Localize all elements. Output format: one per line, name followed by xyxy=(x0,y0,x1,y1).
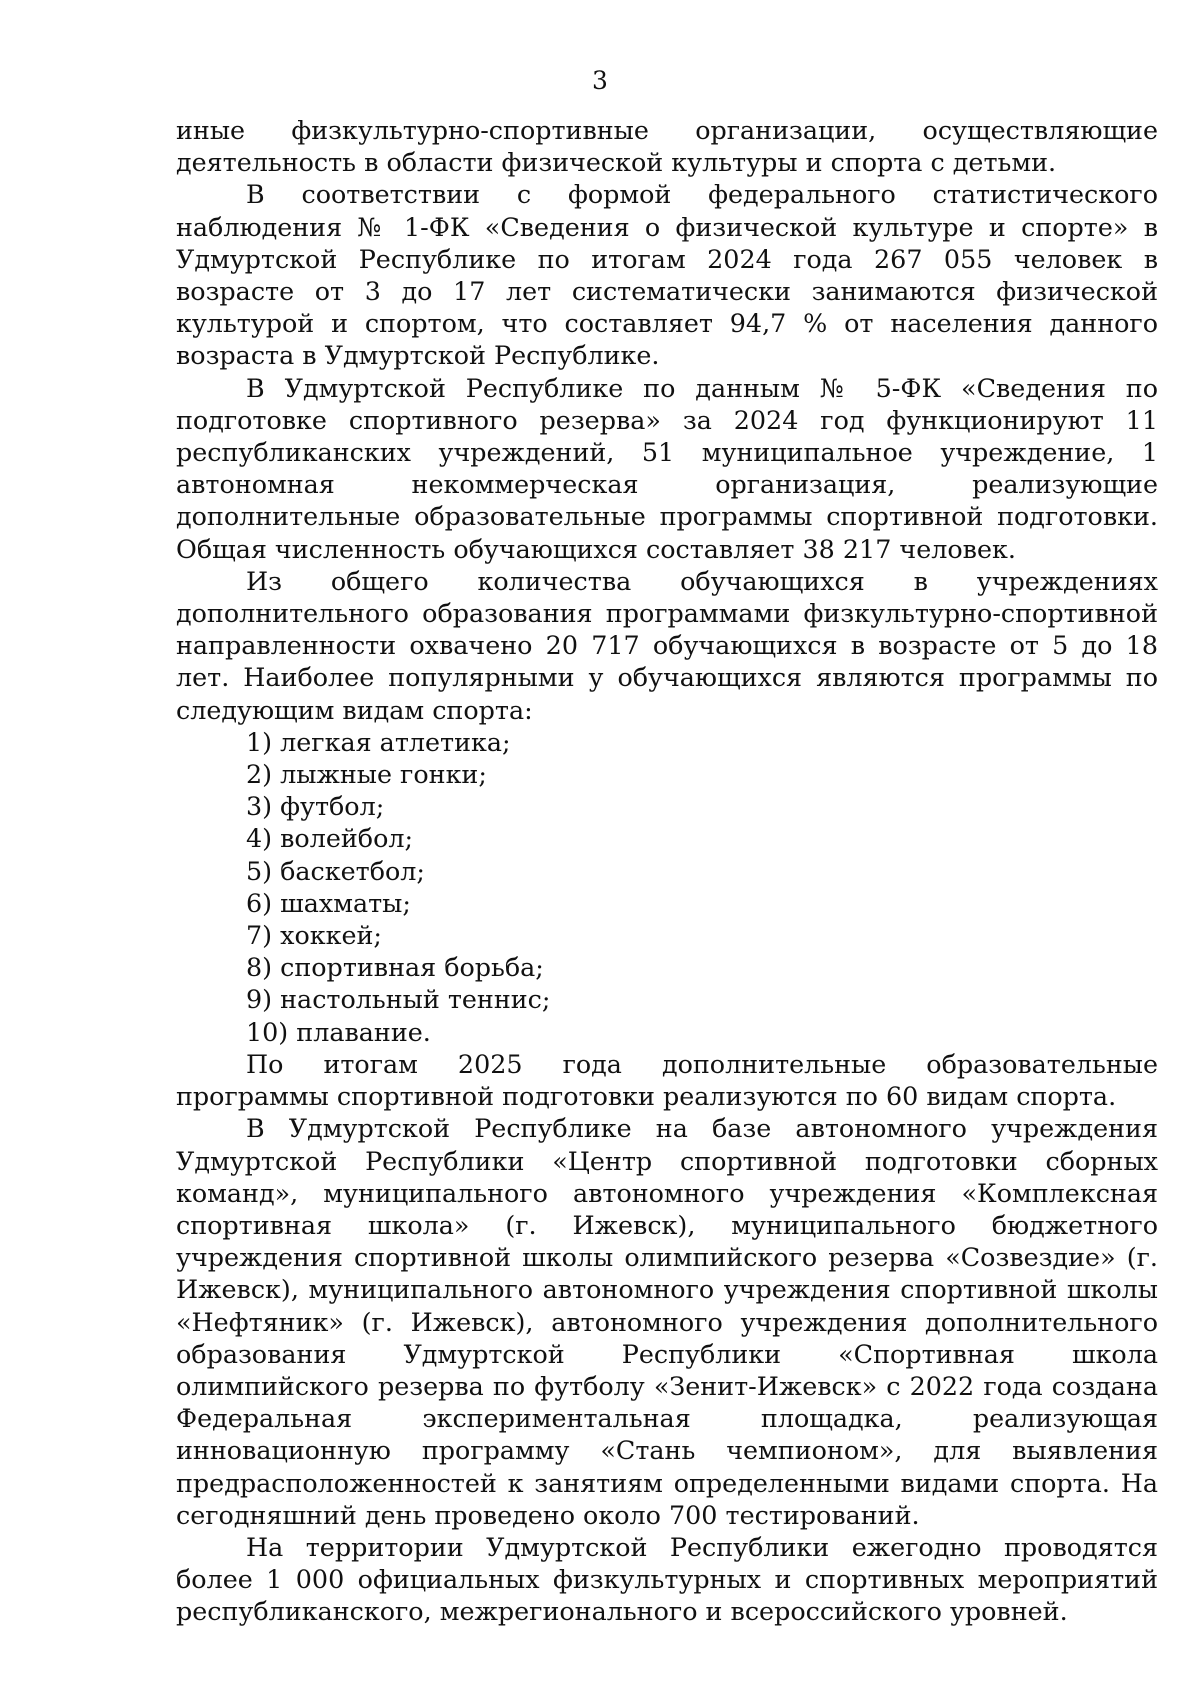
list-item: 5) баскетбол; xyxy=(246,855,425,886)
list-item: 10) плавание. xyxy=(246,1016,431,1047)
list-item: 3) футбол; xyxy=(246,791,385,822)
sports-list xyxy=(176,726,1158,1048)
paragraph-sports-reserve: В Удмуртской Республике по данным № 5-ФК «Сведения по подготовке спортивного резерва» за 2024 год функционируют 11 республиканских учреждений, 51 муниципальное учреждение, 1 автономная некоммерческая организация, реализующие дополнительные образовательные программы спортивной подготовки. Общая численность обучающихся составляет 38 217 человек. xyxy=(176,372,1158,564)
list-item: 1) легкая атлетика; xyxy=(246,726,511,757)
paragraph-popular-sports: Из общего количества обучающихся в учреждениях дополнительного образования программами физкультурно-спортивной направленности охвачено 20 717 обучающихся в возрасте от 5 до 18 лет. Наиболее популярными у обучающихся являются программы по следующим видам спорта: xyxy=(176,565,1158,725)
paragraph-sports-count: По итогам 2025 года дополнительные образовательные программы спортивной подготовки реализуются по 60 видам спорта. xyxy=(176,1048,1158,1112)
paragraph-statistics-1fk: В соответствии с формой федерального статистического наблюдения № 1-ФК «Сведения о физической культуре и спорте» в Удмуртской Республике по итогам 2024 года 267 055 человек в возрасте от 3 до 17 лет систематически занимаются физической культурой и спортом, что составляет 94,7 % от населения данного возраста в Удмуртской Республике. xyxy=(176,179,1158,371)
list-item: 6) шахматы; xyxy=(246,887,411,918)
paragraph-continuation: иные физкультурно-спортивные организации, осуществляющие деятельность в области физической культуры и спорта с детьми. xyxy=(176,115,1158,178)
list-item: 7) хоккей; xyxy=(246,920,382,951)
paragraph-experimental-site: В Удмуртской Республике на базе автономного учреждения Удмуртской Республики «Центр спортивной подготовки сборных команд», муниципального автономного учреждения «Комплексная спортивная школа» (г. Ижевск), муниципального бюджетного учреждения спортивной школы олимпийского резерва «Созвездие» (г. Ижевск), муниципального автономного учреждения спортивной школы «Нефтяник» (г. Ижевск), автономного учреждения дополнительного образования Удмуртской Республики «Спортивная школа олимпийского резерва по футболу «Зенит-Ижевск» с 2022 года создана Федеральная экспериментальная площадка, реализующая инновационную программу «Стань чемпионом», для выявления предрасположенностей к занятиям определенными видами спорта. На сегодняшний день проведено около 700 тестирований. xyxy=(176,1113,1158,1530)
paragraph-events: На территории Удмуртской Республики ежегодно проводятся более 1 000 официальных физкультурных и спортивных мероприятий республиканского, межрегионального и всероссийского уровней. xyxy=(176,1531,1158,1627)
list-item: 8) спортивная борьба; xyxy=(246,952,544,983)
document-body xyxy=(176,114,1158,1628)
list-item: 9) настольный теннис; xyxy=(246,984,551,1015)
list-item: 2) лыжные гонки; xyxy=(246,759,487,790)
list-item: 4) волейбол; xyxy=(246,823,414,854)
page-number: 3 xyxy=(592,66,608,95)
